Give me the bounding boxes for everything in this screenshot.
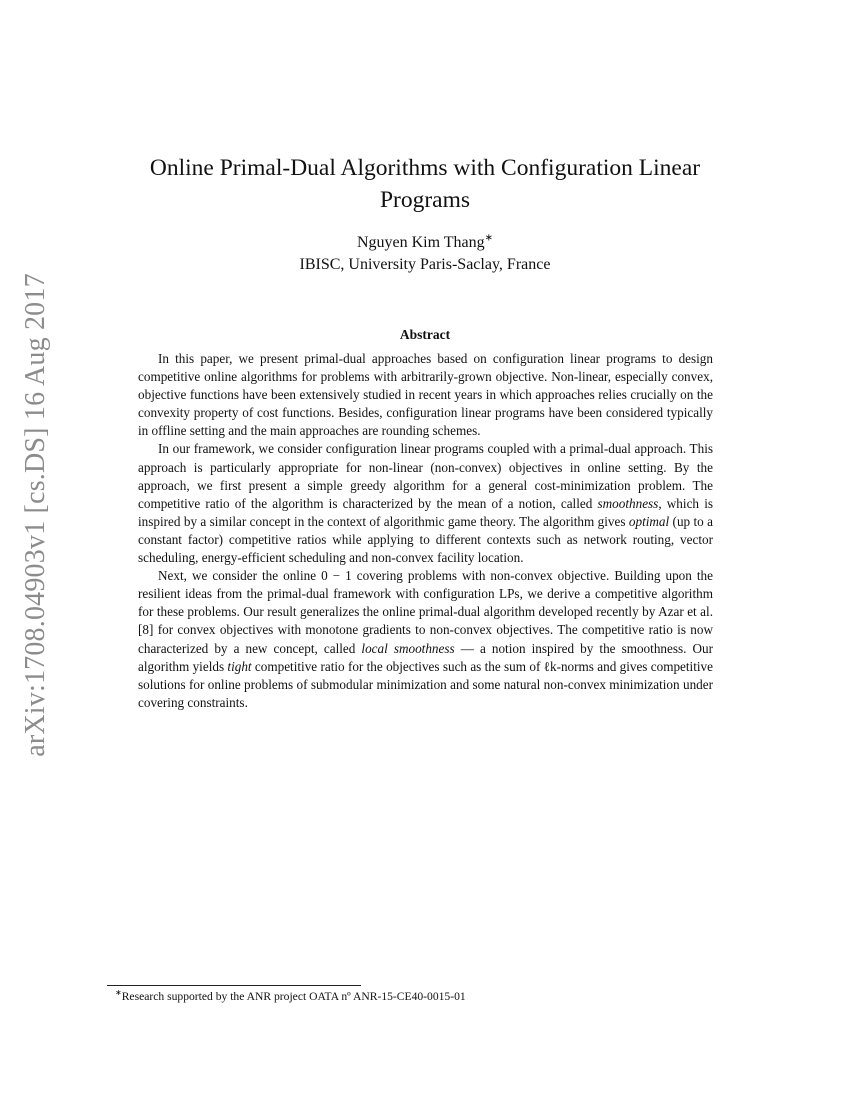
- author-footnote-mark: ∗: [484, 232, 494, 244]
- emphasis-optimal: optimal: [628, 513, 670, 529]
- paper-title: Online Primal-Dual Algorithms with Configuration Linear Programs: [149, 155, 701, 213]
- author-affiliation: IBISC, University Paris-Saclay, France: [299, 256, 551, 273]
- abstract-paragraph-1: In this paper, we present primal-dual approaches based on configuration linear programs to design competitive online algorithms for problems with arbitrarily-grown objective. Non-linear, especially convex, objective functions have been extensively studied in recent years in which approaches relies crucially on the convexity property of cost functions. Besides, configuration linear programs have been considered typically in offline setting and the main approaches are rounding schemes.: [138, 351, 713, 439]
- arxiv-identifier-stamp: arXiv:1708.04903v1 [cs.DS] 16 Aug 2017: [20, 273, 51, 757]
- emphasis-local-smoothness: local smoothness: [361, 640, 455, 656]
- emphasis-smoothness: smoothness: [597, 495, 659, 511]
- author-block: [120, 232, 730, 276]
- footnote: [115, 989, 466, 1004]
- footnote-mark: ∗: [115, 988, 122, 998]
- author-name-line: [120, 232, 730, 254]
- emphasis-tight: tight: [227, 658, 252, 674]
- abstract-paragraph-2: In our framework, we consider configuration linear programs coupled with a primal-dual approach. This approach is particularly appropriate for non-linear (non-convex) objectives in online setting. By the approach, we first present a simple greedy algorithm for a general cost-minimization problem. The competitive ratio of the algorithm is characterized by the mean of a notion, called smoothness, which is inspired by a similar concept in the context of algorithmic game theory. The algorithm gives optimal (up to a constant factor) competitive ratios while applying to different contexts such as network routing, vector scheduling, energy-efficient scheduling and non-convex facility location.: [138, 441, 713, 566]
- footnote-rule: [107, 985, 361, 986]
- abstract-heading: Abstract: [399, 327, 451, 342]
- author-name: Nguyen Kim Thang: [356, 234, 485, 251]
- abstract-paragraph-3: Next, we consider the online 0 − 1 covering problems with non-convex objective. Building upon the resilient ideas from the primal-dual framework with configuration LPs, we derive a competitive algorithm for these problems. Our result generalizes the online primal-dual algorithm developed recently by Azar et al. [8] for convex objectives with monotone gradients to non-convex objectives. The competitive ratio is now characterized by a new concept, called local smoothness — a notion inspired by the smoothness. Our algorithm yields tight competitive ratio for the objectives such as the sum of ℓk-norms and gives competitive solutions for online problems of submodular minimization and some natural non-convex minimization under covering constraints.: [138, 568, 713, 710]
- footnote-text: Research supported by the ANR project OATA nº ANR-15-CE40-0015-01: [121, 990, 466, 1003]
- abstract-body: [138, 350, 713, 712]
